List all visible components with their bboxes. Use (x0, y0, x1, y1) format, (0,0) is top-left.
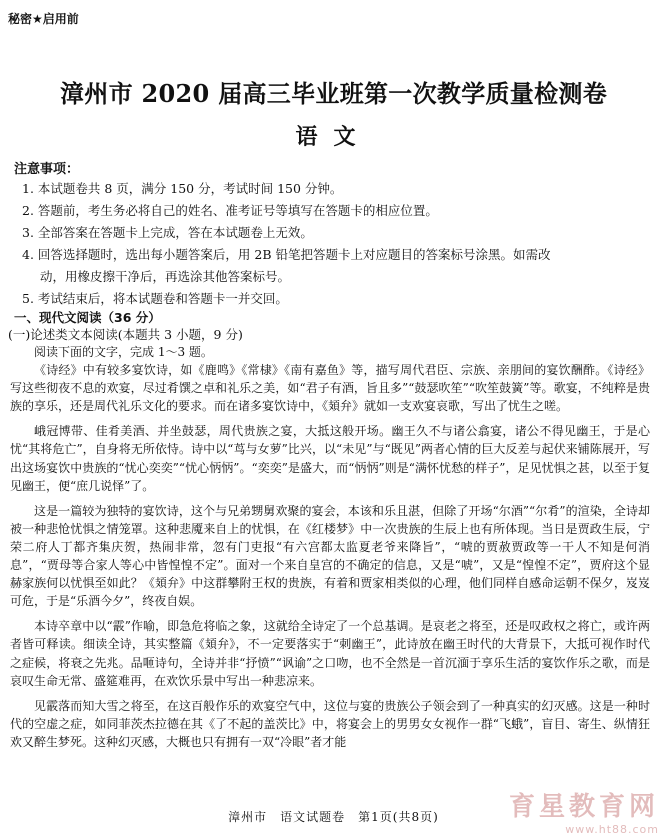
notice-heading: 注意事项： (14, 162, 80, 177)
notice-item: 动，用橡皮擦干净后，再选涂其他答案标号。 (40, 269, 291, 284)
passage-paragraph: 《诗经》中有较多宴饮诗，如《鹿鸣》《常棣》《南有嘉鱼》等，描写周代君臣、宗族、亲朋间的宴饮酬酢。《诗经》写这些彻夜不息的欢宴，尽过肴馔之卓和礼乐之美，如“君子有酒，旨且多”“鼓瑟吹笙”“吹笙鼓簧”等。歌宴，不纯粹是贵族的享乐，还是周代礼乐文化的要求。而在诸多宴饮诗中，《頍弁》就如一支欢宴哀歌，写出了忧生之嗟。 (10, 363, 650, 414)
section-subheading: (一)论述类文本阅读(本题共 3 小题，9 分) (8, 327, 243, 342)
notice-item: 4. 回答选择题时，选出每小题答案后，用 2B 铅笔把答题卡上对应题目的答案标号涂黑。如需改 (22, 247, 551, 262)
notice-item: 2. 答题前，考生务必将自己的姓名、准考证号等填写在答题卡的相应位置。 (22, 203, 438, 218)
watermark-url: www.ht88.com (565, 823, 659, 836)
exam-title: 漳州市 2020 届高三毕业班第一次教学质量检测卷 (59, 79, 607, 108)
page-footer: 漳州市 语文试题卷 第1页(共8页) (228, 810, 439, 824)
section-heading: 一、现代文阅读（36 分） (14, 310, 161, 325)
instruction-text: 阅读下面的文字，完成 1～3 题。 (34, 345, 213, 359)
passage-paragraph: 峨冠博带、佳肴美酒、并坐鼓瑟，周代贵族之宴，大抵这般开场。幽王久不与诸公翕宴，诸公不得见幽王，于是心忧“其将危亡”，自身将无所依恃。诗中以“茑与女萝”比兴，以“未见”与“既见”两者心情的巨大反差与起伏来铺陈展开，写出这场宴饮中贵族的“忧心奕奕”“忧心怲怲”。“奕奕”是盛大，而“怲怲”则是“满怀忧愁的样子”，足见忧惧之甚，以至于复见幽王，便“庶几说怿”了。 (10, 424, 650, 493)
notice-item: 5. 考试结束后，将本试题卷和答题卡一并交回。 (22, 291, 288, 306)
passage-paragraph: 本诗卒章中以“霰”作喻，即急危将临之象，这就给全诗定了一个总基调。是哀老之将至，还是叹政权之将亡，或许两者皆可释读。细读全诗，其实整篇《頍弁》，不一定要落实于“刺幽王”，此诗放在幽王时代的大背景下，大抵可视作时代之症候，将衰之先兆。品咂诗句，全诗并非“抒愤”“讽谕”之口吻，也不全然是一首沉湎于享乐生活的宴饮作乐之歌，而是哀叹生命无常、盛筵难再，在欢饮乐景中写出一种悲凉来。 (10, 619, 650, 688)
watermark-text: 育星教育网 (508, 792, 659, 822)
notice-item: 1. 本试题卷共 8 页，满分 150 分，考试时间 150 分钟。 (22, 181, 343, 196)
notice-item: 3. 全部答案在答题卡上完成，答在本试题卷上无效。 (22, 225, 313, 240)
subject-title: 语文 (295, 124, 372, 150)
watermark (509, 786, 659, 836)
passage-paragraph: 见霰落而知大雪之将至，在这百般作乐的欢宴空气中，这位与宴的贵族公子领会到了一种真实的幻灭感。这是一种时代的空虚之症，如同菲茨杰拉德在其《了不起的盖茨比》中，将宴会上的男男女女视作一群“飞蛾”，盲目、寄生、纵情狂欢又醉生梦死。这种幻灭感，大概也只有拥有一双“冷眼”者才能 (10, 698, 650, 749)
confidential-label: 秘密★启用前 (8, 12, 79, 26)
notice-list (22, 178, 642, 310)
passage-paragraph: 这是一篇较为独特的宴饮诗，这个与兄弟甥舅欢聚的宴会，本该和乐且湛，但除了开场“尔酒”“尔肴”的渲染，全诗却被一种悲怆忧惧之情笼罩。这种悲魇来自上的忧惧，在《红楼梦》中一次贵族的生辰上也有所体现。当日是贾政生辰，宁荣二府人丁都齐集庆贺，热闹非常，忽有门吏报“有六宫都太监夏老爷来降旨”，“唬的贾赦贾政等一干人不知是何消息”，“贾母等合家人等心中皆惶惶不定”。面对一个来自皇宫的不确定的信息，又是“唬”，又是“惶惶不定”，贾府这个显赫家族何以忧惧至如此？《頍弁》中这群攀附王权的贵族，有着和贾家相类似的心理，他们同样自感命运朝不保夕，岌岌可危，于是“乐酒今夕”，终夜自娱。 (10, 503, 650, 609)
reading-passage (10, 343, 650, 751)
